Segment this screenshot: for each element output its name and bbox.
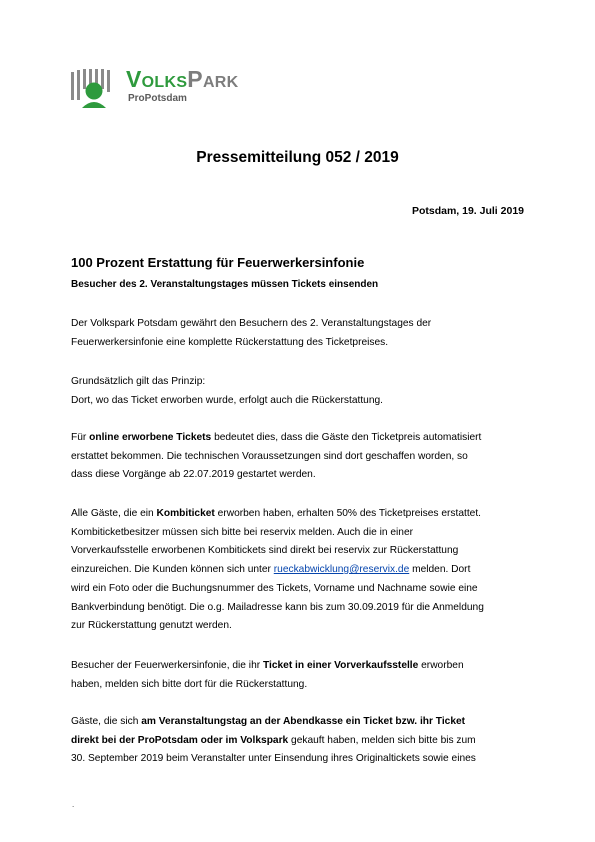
brand-park: Park	[187, 66, 239, 92]
subheadline: Besucher des 2. Veranstaltungstages müssen Tickets einsenden	[71, 279, 379, 290]
paragraph-line	[71, 657, 531, 676]
text-run: melden. Dort	[409, 564, 471, 576]
text-run: Alle Gäste, die ein	[71, 508, 157, 519]
paragraph-line: Dort, wo das Ticket erworben wurde, erfolgt auch die Rückerstattung.	[71, 394, 384, 406]
volkspark-emblem-icon	[70, 66, 126, 110]
paragraph-line: dass diese Vorgänge ab 22.07.2019 gestartet werden.	[71, 469, 316, 481]
paragraph-line: Vorverkaufsstelle erworbenen Kombitickets sind direkt bei reservix zur Rückerstattung	[71, 545, 459, 557]
paragraph-abendkasse	[71, 713, 531, 769]
paragraph-line: 30. September 2019 beim Veranstalter unter Einsendung ihres Originaltickets sowie eines	[71, 753, 476, 765]
paragraph-line: zur Rückerstattung genutzt werden.	[71, 620, 232, 632]
paragraph-line	[71, 713, 531, 732]
brand-volks: Volks	[126, 66, 188, 92]
text-run: Gäste, die sich	[71, 716, 142, 727]
paragraph-vorverkaufsstelle	[71, 657, 531, 694]
paragraph-line: Grundsätzlich gilt das Prinzip:	[71, 376, 206, 387]
paragraph-kombiticket	[71, 505, 531, 636]
emphasis-online-tickets: online erworbene Tickets	[89, 432, 212, 443]
email-link[interactable]: rueckabwicklung@reservix.de	[273, 564, 410, 576]
footer-mark: .	[72, 800, 75, 809]
text-run: bedeutet dies, dass die Gäste den Ticketpreis automatisiert	[211, 432, 482, 443]
paragraph-online-tickets	[71, 429, 531, 485]
volkspark-logo	[70, 66, 270, 110]
brand-text	[126, 66, 239, 105]
paragraph-line: Kombiticketbesitzer müssen sich bitte bei reservix melden. Auch die in einer	[71, 526, 414, 538]
emphasis-vorverkaufsstelle: Ticket in einer Vorverkaufsstelle	[262, 660, 419, 671]
emphasis-abendkasse: am Veranstaltungstag an der Abendkasse ein Ticket bzw. ihr Ticket	[141, 716, 466, 727]
paragraph-line	[71, 505, 531, 524]
page-title: Pressemitteilung 052 / 2019	[196, 149, 399, 166]
release-date: Potsdam, 19. Juli 2019	[411, 205, 524, 217]
emphasis-kombiticket: Kombiticket	[156, 508, 215, 519]
paragraph-line: Feuerwerkersinfonie eine komplette Rückerstattung des Ticketpreises.	[71, 336, 389, 348]
paragraph-line: haben, melden sich bitte dort für die Rückerstattung.	[71, 678, 308, 690]
paragraph-line	[71, 429, 531, 448]
paragraph-intro	[71, 315, 531, 352]
text-run: erworben	[418, 660, 464, 671]
emphasis-propotsdam: direkt bei der ProPotsdam oder im Volkspark	[71, 734, 289, 746]
text-run: Für	[71, 432, 90, 443]
paragraph-line: Bankverbindung benötigt. Die o.g. Mailadresse kann bis zum 30.09.2019 für die Anmeldung	[71, 601, 484, 613]
paragraph-line: Der Volkspark Potsdam gewährt den Besuchern des 2. Veranstaltungstages der	[71, 318, 432, 329]
text-run: erworben haben, erhalten 50% des Ticketpreises erstattet.	[214, 508, 481, 519]
text-run: gekauft haben, melden sich bitte bis zum	[288, 734, 476, 746]
paragraph-line: erstattet bekommen. Die technischen Voraussetzungen sind dort geschaffen worden, so	[71, 450, 468, 462]
headline: 100 Prozent Erstattung für Feuerwerkersinfonie	[71, 255, 365, 270]
text-run: einzureichen. Die Kunden können sich unter	[71, 564, 274, 576]
text-run: Besucher der Feuerwerkersinfonie, die ihr	[71, 660, 263, 671]
paragraph-line	[71, 732, 531, 751]
paragraph-line: wird ein Foto oder die Buchungsnummer des Tickets, Vorname und Nachname sowie eine	[71, 582, 478, 594]
paragraph-line	[71, 561, 531, 580]
paragraph-principle	[71, 373, 531, 410]
brand-subtitle: ProPotsdam	[128, 93, 187, 104]
